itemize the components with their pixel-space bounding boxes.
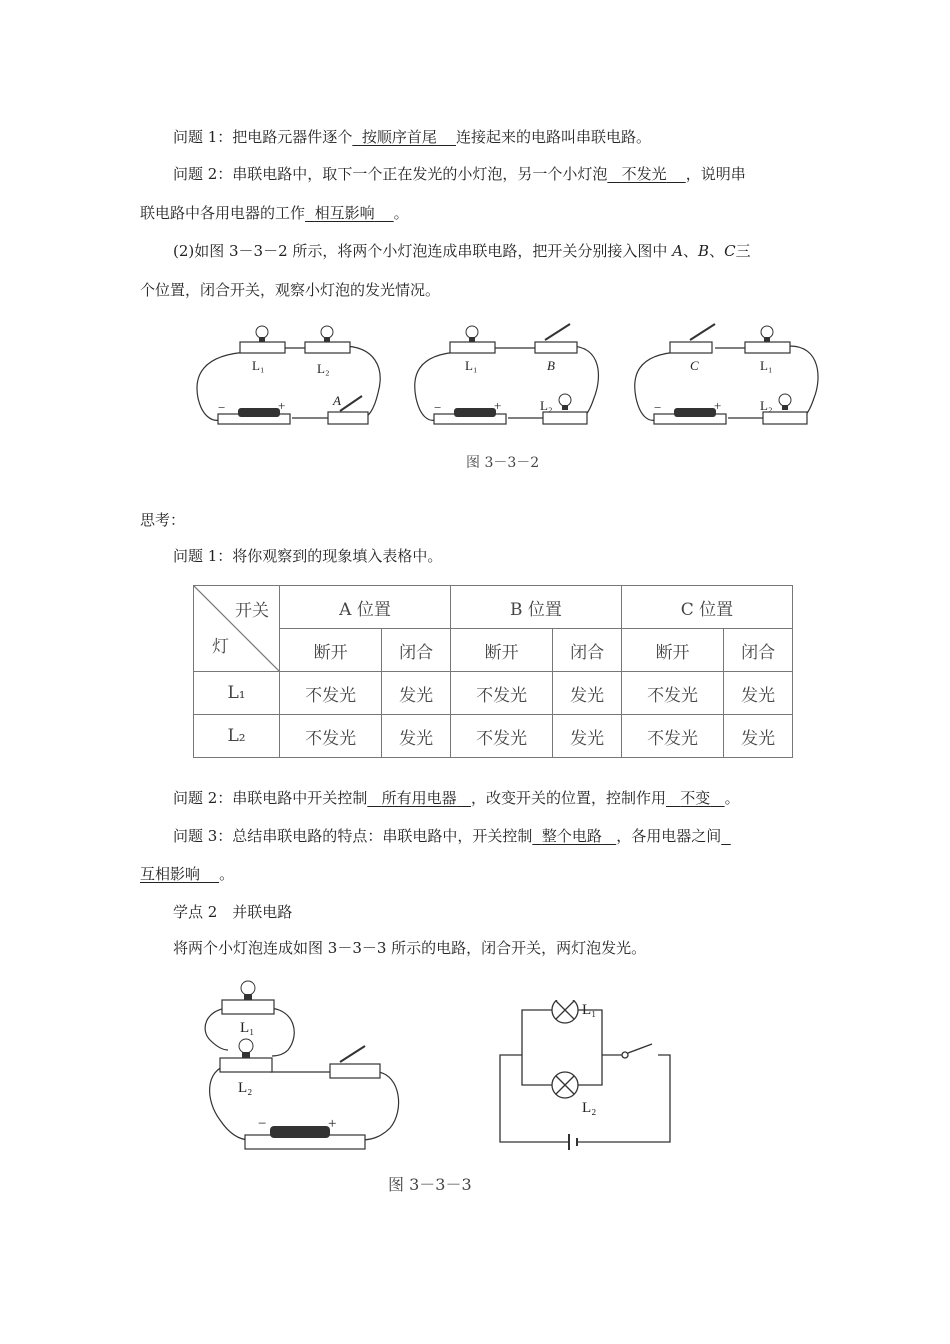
answer-blank: 不发光 bbox=[621, 165, 667, 183]
circuit3-switch-label: C bbox=[690, 358, 699, 373]
section-intro: 将两个小灯泡连成如图 3－3－3 所示的电路，闭合开关，两灯泡发光。 bbox=[173, 939, 647, 957]
answer-blank: 互相影响 bbox=[140, 865, 201, 883]
circuit1-l1-label: L₁ bbox=[252, 358, 265, 373]
apparatus-plus: + bbox=[328, 1116, 337, 1132]
answer-blank: 不变 bbox=[680, 789, 711, 807]
sub-header: 闭合 bbox=[724, 629, 793, 672]
table-cell: 不发光 bbox=[280, 715, 382, 758]
answer-blank: 整个电路 bbox=[541, 827, 602, 845]
question-2-line2: 联电路中各用电器的工作 相互影响 。 bbox=[140, 204, 409, 222]
circuit2-l2-label: L₂ bbox=[540, 398, 553, 413]
circuit2-l1-label: L₁ bbox=[465, 358, 478, 373]
table-corner: 开关 灯 bbox=[194, 586, 280, 672]
table-cell: 不发光 bbox=[621, 715, 723, 758]
schematic-l2-label: L₂ bbox=[582, 1100, 597, 1116]
table-row bbox=[194, 672, 793, 715]
question-2: 问题 2：串联电路中，取下一个正在发光的小灯泡，另一个小灯泡 不发光 ，说明串 bbox=[173, 165, 746, 183]
circuit3-l2-label: L₂ bbox=[760, 398, 773, 413]
table-intro: 问题 1：将你观察到的现象填入表格中。 bbox=[173, 547, 443, 565]
circuit2-minus: − bbox=[434, 400, 442, 415]
sub-header: 断开 bbox=[280, 629, 382, 672]
circuit2-switch-label: B bbox=[547, 358, 555, 373]
question-3: 问题 3：总结串联电路的特点：串联电路中，开关控制 整个电路 ，各用电器之间 bbox=[173, 827, 722, 845]
observation-table bbox=[193, 585, 793, 758]
circuit3-minus: − bbox=[654, 400, 662, 415]
table-cell: 不发光 bbox=[450, 672, 552, 715]
group-header-b: B 位置 bbox=[450, 586, 621, 629]
row-label: L₂ bbox=[194, 715, 280, 758]
figure-3-3-2-caption: 图 3－3－2 bbox=[466, 455, 540, 471]
figure-3-3-2 bbox=[190, 318, 830, 436]
table-cell: 不发光 bbox=[280, 672, 382, 715]
circuit1-plus: + bbox=[278, 398, 286, 413]
apparatus-l2-label: L₂ bbox=[238, 1080, 253, 1096]
table-cell: 发光 bbox=[382, 672, 451, 715]
table-cell: 发光 bbox=[553, 715, 622, 758]
question-1: 问题 1：把电路元器件逐个 按顺序首尾 连接起来的电路叫串联电路。 bbox=[173, 128, 651, 146]
question-3-line2: 互相影响 。 bbox=[140, 865, 235, 883]
figure-3-3-3-caption: 图 3－3－3 bbox=[388, 1175, 472, 1194]
circuit1-switch-label: A bbox=[333, 393, 341, 408]
sub-header: 断开 bbox=[621, 629, 723, 672]
table-cell: 发光 bbox=[553, 672, 622, 715]
answer-blank: 所有用电器 bbox=[381, 789, 457, 807]
table-cell: 发光 bbox=[724, 672, 793, 715]
apparatus-l1-label: L₁ bbox=[240, 1020, 255, 1036]
figure-3-3-3-apparatus bbox=[200, 980, 410, 1165]
row-label: L₁ bbox=[194, 672, 280, 715]
group-header-a: A 位置 bbox=[280, 586, 451, 629]
section-heading: 学点 2 并联电路 bbox=[173, 903, 293, 921]
think-heading: 思考： bbox=[140, 511, 186, 529]
circuit1-minus: − bbox=[218, 400, 226, 415]
circuit2-plus: + bbox=[494, 398, 502, 413]
circuit3-l1-label: L₁ bbox=[760, 358, 773, 373]
figure-3-3-3-schematic bbox=[490, 1000, 680, 1150]
table-cell: 发光 bbox=[724, 715, 793, 758]
answer-blank: 相互影响 bbox=[314, 204, 375, 222]
table-cell: 不发光 bbox=[621, 672, 723, 715]
circuit1-l2-label: L₂ bbox=[317, 361, 330, 376]
apparatus-minus: − bbox=[258, 1116, 267, 1132]
part-2-instructions: (2)如图 3－3－2 所示，将两个小灯泡连成串联电路，把开关分别接入图中 A、B、C三 bbox=[173, 242, 751, 260]
table-cell: 不发光 bbox=[450, 715, 552, 758]
group-header-c: C 位置 bbox=[621, 586, 792, 629]
schematic-l1-label: L₁ bbox=[582, 1002, 597, 1018]
answer-blank: 按顺序首尾 bbox=[361, 128, 437, 146]
sub-header: 闭合 bbox=[382, 629, 451, 672]
question-2b: 问题 2：串联电路中开关控制 所有用电器 ，改变开关的位置，控制作用 不变 。 bbox=[173, 789, 740, 807]
table-cell: 发光 bbox=[382, 715, 451, 758]
part-2-instructions-line2: 个位置，闭合开关，观察小灯泡的发光情况。 bbox=[140, 281, 441, 299]
table-row bbox=[194, 715, 793, 758]
sub-header: 断开 bbox=[450, 629, 552, 672]
sub-header: 闭合 bbox=[553, 629, 622, 672]
circuit3-plus: + bbox=[714, 398, 722, 413]
